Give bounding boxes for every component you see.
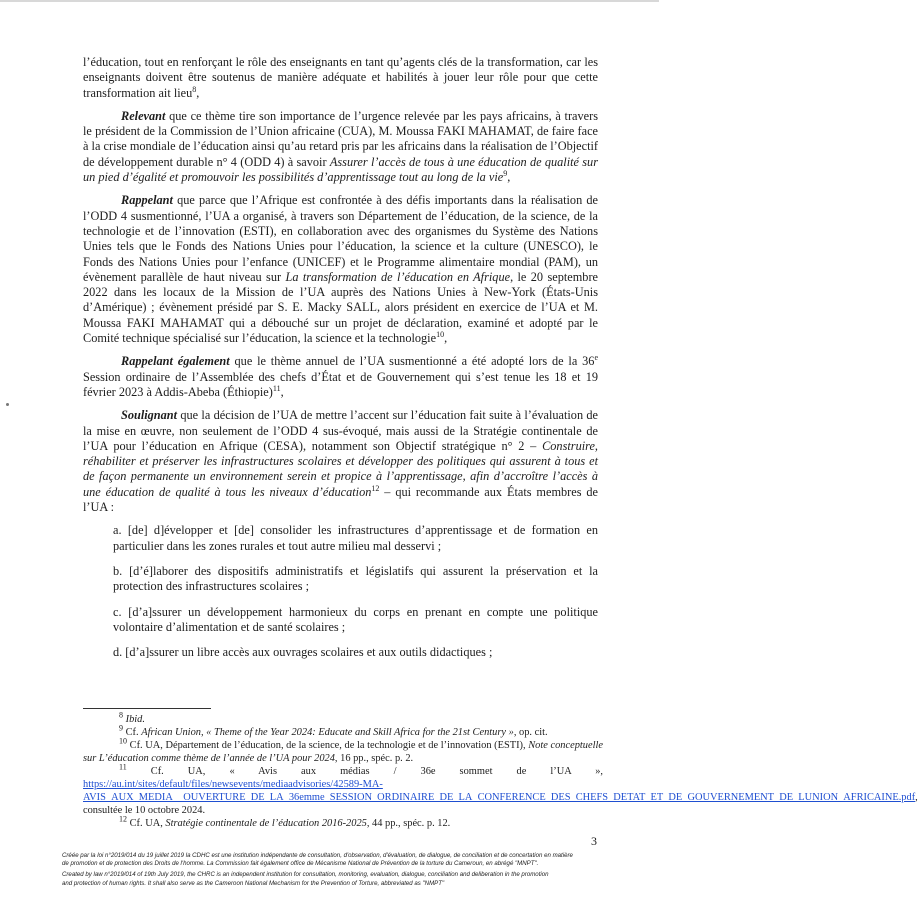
paragraph-relevant: Relevant que ce thème tire son importance de l’urgence relevée par les pays africains, à travers le président de la Commission de l’Union africaine (CUA), M. Moussa FAKI MAHAMAT, de faire face à la crise mondiale de l’éducation ainsi qu’au retard pris par les africains dans la réalisation de l’Objectif de développement durable n° 4 (ODD 4) à savoir Assurer l’accès de tous à une éducation de qualité sur un pied d’égalité et promouvoir les possibilités d’apprentissage tout au long de la vie$^9$, bbox=[83, 108, 599, 185]
list-item-d: d. [d’a]ssurer un libre accès aux ouvrages scolaires et aux outils didactiques ; bbox=[113, 645, 493, 660]
footer-line-fr-1: Créée par la loi n°2019/014 du 19 juillet 2019 la CDHC est une institution indépendante de consultation, d'observation, d'évaluation, de dialogue, de conciliation et de concertation en matière bbox=[62, 852, 573, 859]
list-item-b: b. [d’é]laborer des dispositifs administratifs et législatifs qui assurent la préservation et la protection des infrastructures scolaires ; bbox=[113, 563, 598, 594]
footnote-10: $^{10}$ Cf. UA, Département de l’éducation, de la science, de la technologie et de l’innovation (ESTI), Note conceptuelle sur L’éducation comme thème de l’année de l’UA pour 2024, 16 pp., spéc. p. 2. bbox=[83, 736, 603, 764]
footer-line-en-2: and protection of human rights. It shall also serve as the Cameroon National Mechanism for the Prevention of Torture, abbreviated as "NMPT" bbox=[62, 879, 445, 887]
paragraph-rappelant-egalement: Rappelant également que le thème annuel de l’UA susmentionné a été adopté lors de la 36e Session ordinaire de l’Assemblée des chefs d’État et de Gouvernement qui s’est tenue les 18 et 19 février 2023 à Addis-Abeba (Éthiopie)$^{11}$, bbox=[83, 353, 598, 399]
page-number: 3 bbox=[591, 834, 597, 848]
paragraph-soulignant: Soulignant que la décision de l’UA de mettre l’accent sur l’éducation fait suite à l’évaluation de la mise en œuvre, non seulement de l’ODD 4 sus-évoqué, mais aussi de la Stratégie continentale de l’UA pour l’éducation en Afrique (CESA), notamment son Objectif stratégique n° 2 – Construire, réhabiliter et préserver les infrastructures scolaires et développer des politiques qui assurent à tous et de façon permanente un environnement serein et propice à l’apprentissage, afin d’accroître l’accès à une éducation de qualité à tous les niveaux d’éducation$^{12}$ – qui recommande aux États membres de l’UA : bbox=[83, 408, 599, 515]
footnote-12: $^{12}$ Cf. UA, Stratégie continentale de l’éducation 2016-2025, 44 pp., spéc. p. 12. bbox=[119, 814, 451, 829]
footnotes bbox=[83, 710, 918, 830]
institution-footer bbox=[62, 852, 642, 888]
footnote-11: $^{11}$ Cf. UA, « Avis aux médias / 36e sommet de l’UA », https://au.int/sites/default/files/newsevents/mediaadvisories/42589-MA-AVIS_AUX_MEDIA__OUVERTURE_DE_LA_36emme_SESSION_ORDINAIRE_DE_LA_CONFERENCE_DES_CHEFS_DETAT_ET_DE_GOUVERNEMENT_DE_LUNION_AFRICAINE.pdf, consultée le 10 octobre 2024. bbox=[83, 762, 918, 816]
scan-mark bbox=[6, 403, 9, 406]
list-item-c: c. [d’a]ssurer un développement harmonieux du corps en prenant en compte une politique volontaire d’alimentation et de santé scolaires ; bbox=[113, 604, 598, 634]
paragraph-rappelant: Rappelant que parce que l’Afrique est confrontée à des défis importants dans la réalisation de l’ODD 4 susmentionné, l’UA a organisé, à travers son Département de l’éducation, de la science, de la technologie et de l’innovation (ESTI), en collaboration avec des organismes du Système des Nations Unies tels que le Fonds des Nations Unies pour l’éducation, la science et la culture (UNESCO), le Fonds des Nations Unies pour l’enfance (UNICEF) et le Programme alimentaire mondial (PAM), un évènement parallèle de haut niveau sur La transformation de l’éducation en Afrique, le 20 septembre 2022 dans les locaux de la Mission de l’UA auprès des Nations Unies à New-York (États-Unis d’Amérique) ; évènement présidé par S. E. Macky SALL, alors président en exercice de l’UA et M. Moussa FAKI MAHAMAT qui a débouché sur un projet de déclaration, examiné et adopté par le Comité technique spécialisé sur l’éducation, la science et la technologie$^{10}$, bbox=[83, 193, 598, 346]
footnote-9: $^9$ Cf. African Union, « Theme of the Year 2024: Educate and Skill Africa for the 21st Century », op. cit. bbox=[119, 723, 548, 738]
scan-edge bbox=[0, 0, 659, 2]
recommendations-list bbox=[113, 523, 598, 660]
footnote-separator bbox=[83, 708, 211, 709]
main-text bbox=[83, 55, 598, 670]
footer-line-fr-2: de promotion et de protection des Droits de l'homme. La Commission fait également office de Mécanisme National de Prévention de la torture du Cameroun, en abrégé "MNPT". bbox=[62, 860, 539, 868]
footer-line-en-1: Created by law n°2019/014 of 19th July 2019, the CHRC is an independent institution for consultation, monitoring, evaluation, dialogue, conciliation and deliberation in the promotion bbox=[62, 871, 549, 879]
footnote-8: $^8$ Ibid. bbox=[119, 710, 145, 725]
list-item-a: a. [de] d]évelopper et [de] consolider les infrastructures d’apprentissage et de formation en particulier dans les zones rurales et tout autre milieu mal desservi ; bbox=[113, 523, 598, 553]
paragraph-continuation: l’éducation, tout en renforçant le rôle des enseignants en tant qu’agents clés de la transformation, car les enseignants doivent être soutenus de manière adéquate et habilités à jouer leur rôle pour que cette transformation ait lieu$^8$, bbox=[83, 55, 598, 100]
footnote-link[interactable]: https://au.int/sites/default/files/newsevents/mediaadvisories/42589-MA-AVIS_AUX_MEDIA__OUVERTURE_DE_LA_36emme_SESSION_ORDINAIRE_DE_LA_CONFERENCE_DES_CHEFS_DETAT_ET_DE_GOUVERNEMENT_DE_LUNION_AFRICAINE.pdf bbox=[83, 779, 916, 803]
